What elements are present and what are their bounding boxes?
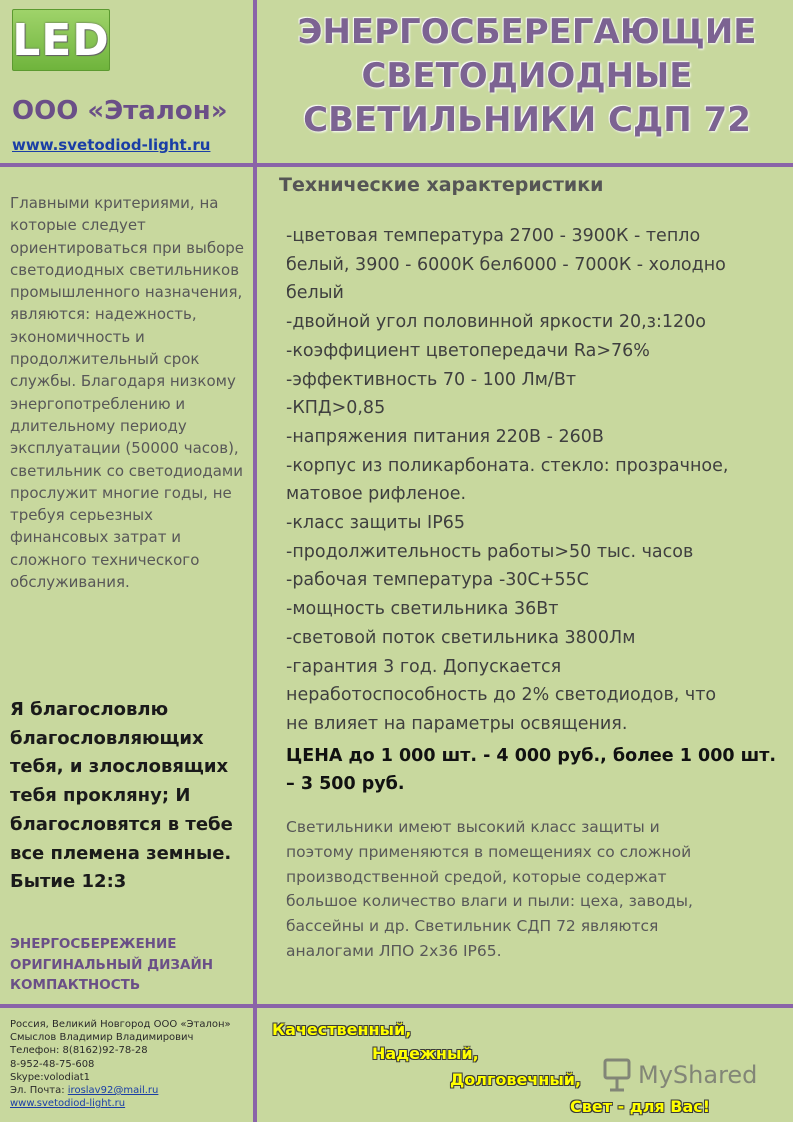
footer-website-link[interactable]: www.svetodiod-light.ru	[10, 1098, 126, 1110]
description-line: производственной средой, которые содержат	[286, 867, 667, 886]
slogan-line-2: Надежный,	[372, 1044, 479, 1063]
feature-item: ЭНЕРГОСБЕРЕЖЕНИЕ	[10, 936, 177, 952]
spec-line: -световой поток светильника 3800Лм	[286, 627, 636, 648]
contact-email-row	[10, 1084, 255, 1097]
description-line: бассейны и др. Светильник СДП 72 являются	[286, 917, 659, 936]
feature-item: ОРИГИНАЛЬНЫЙ ДИЗАЙН	[10, 956, 214, 973]
description-line: большое количество влаги и пыли: цеха, заводы,	[286, 892, 693, 911]
footer-divider	[0, 1004, 793, 1008]
slogan-line-1: Качественный,	[272, 1020, 412, 1039]
contact-block	[10, 1018, 255, 1110]
price-line: ЦЕНА до 1 000 шт. - 4 000 руб., более 1 000 шт.	[286, 746, 777, 766]
tech-heading: Технические характеристики	[279, 174, 604, 196]
bible-quote: Я благословлю благословляющих тебя, и злословящих тебя прокляну; И благословятся в тебе все племена земные. Бытие 12:3	[10, 699, 233, 893]
watermark-text: MyShared	[638, 1061, 758, 1089]
spec-line: -коэффициент цветопередачи Ra>76%	[286, 340, 650, 361]
spec-line: -продолжительность работы>50 тыс. часов	[286, 541, 694, 562]
feature-item: КОМПАКТНОСТЬ	[10, 977, 141, 993]
intro-text: Главными критериями, на которые следует ориентироваться при выборе светодиодных светильников промышленного назначения, являются: надежность, экономичность и продолжительный срок службы. Благодаря низкому энергопотреблению и длительному периоду эксплуатации (50000 часов), светильник со светодиодами прослужит многие годы, не требуя серьезных финансовых затрат и сложного технического обслуживания.	[10, 194, 245, 592]
spec-line: белый, 3900 - 6000К бел6000 - 7000К - холодно	[286, 254, 726, 275]
title-line-1: ЭНЕРГОСБЕРЕГАЮЩИЕ	[297, 12, 757, 52]
vertical-divider	[253, 0, 257, 1122]
contact-mobile: 8-952-48-75-608	[10, 1058, 95, 1070]
spec-line: не влияет на параметры освящения.	[286, 713, 628, 734]
spec-line: -эффективность 70 - 100 Лм/Вт	[286, 369, 577, 390]
slogan-line-3: Долговечный,	[450, 1070, 582, 1089]
contact-person: Смыслов Владимир Владимирович	[10, 1032, 194, 1044]
presentation-icon	[602, 1058, 632, 1092]
email-label: Эл. Почта:	[10, 1085, 68, 1097]
spec-line: -гарантия 3 год. Допускается	[286, 656, 562, 677]
spec-line: белый	[286, 283, 344, 304]
spec-line: -двойной угол половинной яркости 20,з:120о	[286, 312, 706, 333]
spec-line: -КПД>0,85	[286, 398, 386, 419]
email-link[interactable]: iroslav92@mail.ru	[67, 1085, 159, 1097]
slogan-line-4: Свет - для Вас!	[570, 1097, 711, 1116]
contact-address: Россия, Великий Новгород ООО «Эталон»	[10, 1019, 231, 1030]
price-info	[286, 742, 786, 798]
led-logo	[12, 9, 110, 71]
spec-line: -класс защиты IP65	[286, 513, 466, 534]
description-line: Светильники имеют высокий класс защиты и	[286, 818, 660, 836]
website-link[interactable]: www.svetodiod-light.ru	[12, 136, 211, 154]
spec-line: -цветовая температура 2700 - 3900К - тепло	[286, 226, 701, 246]
description-line: аналогами ЛПО 2х36 IP65.	[286, 941, 502, 960]
spec-line: -рабочая температура -30С+55С	[286, 570, 589, 591]
contact-phone: Телефон: 8(8162)92-78-28	[10, 1045, 148, 1057]
spec-line: -напряжения питания 220В - 260В	[286, 426, 604, 447]
contact-website-row	[10, 1097, 255, 1110]
spec-line: -мощность светильника 36Вт	[286, 599, 559, 620]
title-line-2: СВЕТОДИОДНЫЕ	[361, 56, 693, 96]
led-logo-text: LED	[12, 14, 110, 66]
page-title	[262, 10, 792, 142]
spec-list	[286, 222, 786, 739]
features-list	[10, 934, 250, 996]
contact-skype: Skype:volodiat1	[10, 1071, 91, 1083]
spec-line: матовое рифленое.	[286, 484, 467, 505]
spec-line: -корпус из поликарбоната. стекло: прозрачное,	[286, 455, 729, 476]
description	[286, 815, 756, 964]
price-line: – 3 500 руб.	[286, 774, 405, 794]
watermark	[602, 1058, 757, 1092]
description-line: поэтому применяются в помещениях со сложной	[286, 842, 692, 861]
header-divider	[0, 163, 793, 167]
spec-line: неработоспособность до 2% светодиодов, что	[286, 685, 717, 706]
company-name: ООО «Эталон»	[12, 96, 228, 126]
title-line-3: СВЕТИЛЬНИКИ СДП 72	[303, 100, 751, 140]
